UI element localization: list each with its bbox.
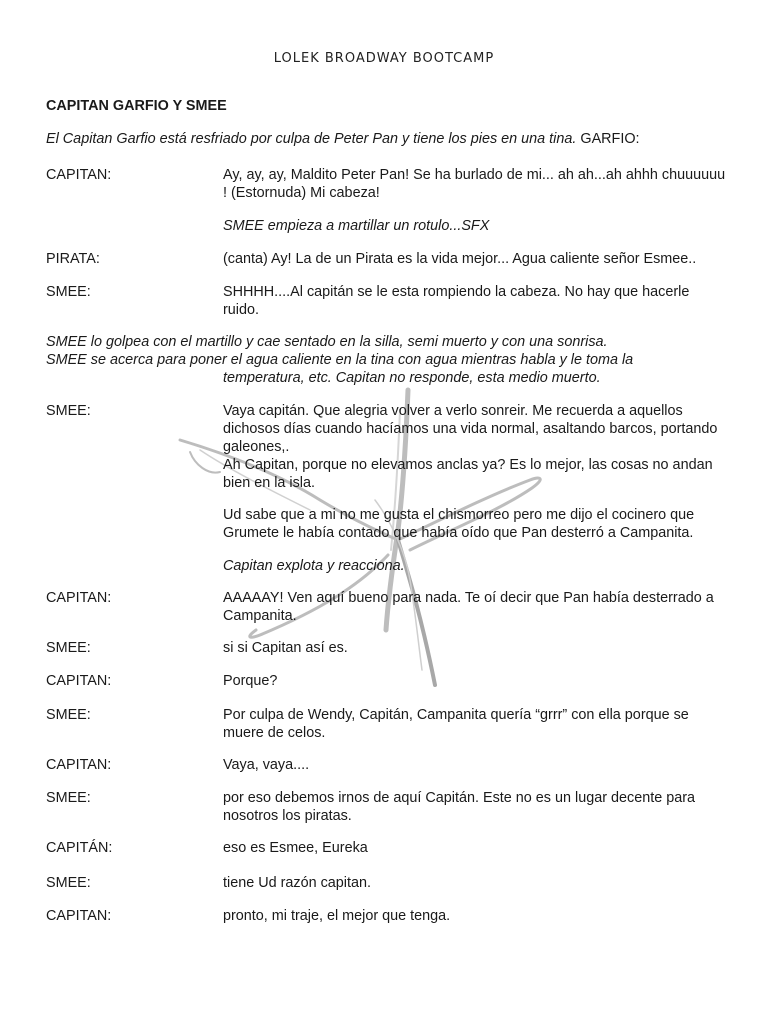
speaker-name: SMEE: (46, 403, 91, 419)
dialogue-text: AAAAAY! Ven aquí bueno para nada. Te oí decir que Pan había desterrado a Campanita. (223, 590, 714, 624)
speaker-name: CAPITÁN: (46, 840, 113, 856)
speaker-name: SMEE: (46, 875, 91, 891)
stage-direction: SMEE empieza a martillar un rotulo...SFX (223, 218, 490, 234)
dialogue-text: Ay, ay, ay, Maldito Peter Pan! Se ha burlado de mi... ah ah...ah ahhh chuuuuuu ! (Estornuda) Mi cabeza! (223, 167, 726, 201)
speaker-name: CAPITAN: (46, 908, 112, 924)
stage-direction: Capitan explota y reacciona. (223, 558, 405, 574)
intro-paragraph (46, 130, 736, 148)
speaker-name: CAPITAN: (46, 590, 112, 606)
speaker-name: CAPITAN: (46, 167, 112, 183)
scene-title: CAPITAN GARFIO Y SMEE (46, 98, 227, 114)
dialogue-text: (canta) Ay! La de un Pirata es la vida mejor... Agua caliente señor Esmee.. (223, 251, 697, 267)
dialogue-text: por eso debemos irnos de aquí Capitán. Este no es un lugar decente para nosotros los piratas. (223, 790, 696, 824)
dialogue-text: Vaya capitán. Que alegria volver a verlo sonreir. Me recuerda a aquellos dichosos días cuando hacíamos una vida normal, asaltando barcos, portando galeones,. (223, 403, 718, 455)
speaker-name: SMEE: (46, 284, 91, 300)
speaker-name: SMEE: (46, 790, 91, 806)
speaker-name: SMEE: (46, 707, 91, 723)
dialogue-text: Por culpa de Wendy, Capitán, Campanita quería “grrr” con ella porque se muere de celos. (223, 707, 689, 741)
dialogue-text: Porque? (223, 673, 278, 689)
speaker-name: CAPITAN: (46, 673, 112, 689)
dialogue-text: si si Capitan así es. (223, 640, 348, 656)
page-header: LOLEK BROADWAY BOOTCAMP (273, 51, 495, 66)
dialogue-text: Ah Capitan, porque no elevamos anclas ya? Es lo mejor, las cosas no andan bien en la isla. (223, 457, 713, 491)
dialogue-text: tiene Ud razón capitan. (223, 875, 371, 891)
stage-note-line: SMEE lo golpea con el martillo y cae sentado en la silla, semi muerto y con una sonrisa. (46, 334, 608, 350)
dialogue-text: SHHHH....Al capitán se le esta rompiendo la cabeza. No hay que hacerle ruido. (223, 284, 690, 318)
dialogue-text: pronto, mi traje, el mejor que tenga. (223, 908, 451, 924)
dialogue-text: Vaya, vaya.... (223, 757, 310, 773)
stage-note (46, 333, 736, 387)
dialogue-text: eso es Esmee, Eureka (223, 840, 368, 856)
intro-plain: GARFIO: (576, 131, 640, 147)
intro-italic: El Capitan Garfio está resfriado por culpa de Peter Pan y tiene los pies en una tina. (46, 131, 577, 147)
speaker-name: PIRATA: (46, 251, 100, 267)
stage-note-line: temperatura, etc. Capitan no responde, esta medio muerto. (223, 370, 601, 386)
dialogue-text: Ud sabe que a mi no me gusta el chismorreo pero me dijo el cocinero que Grumete le había contado que había oído que Pan desterró a Campanita. (223, 507, 695, 541)
stage-note-line: SMEE se acerca para poner el agua caliente en la tina con agua mientras habla y le toma la (46, 352, 634, 368)
speaker-name: CAPITAN: (46, 757, 112, 773)
speaker-name: SMEE: (46, 640, 91, 656)
